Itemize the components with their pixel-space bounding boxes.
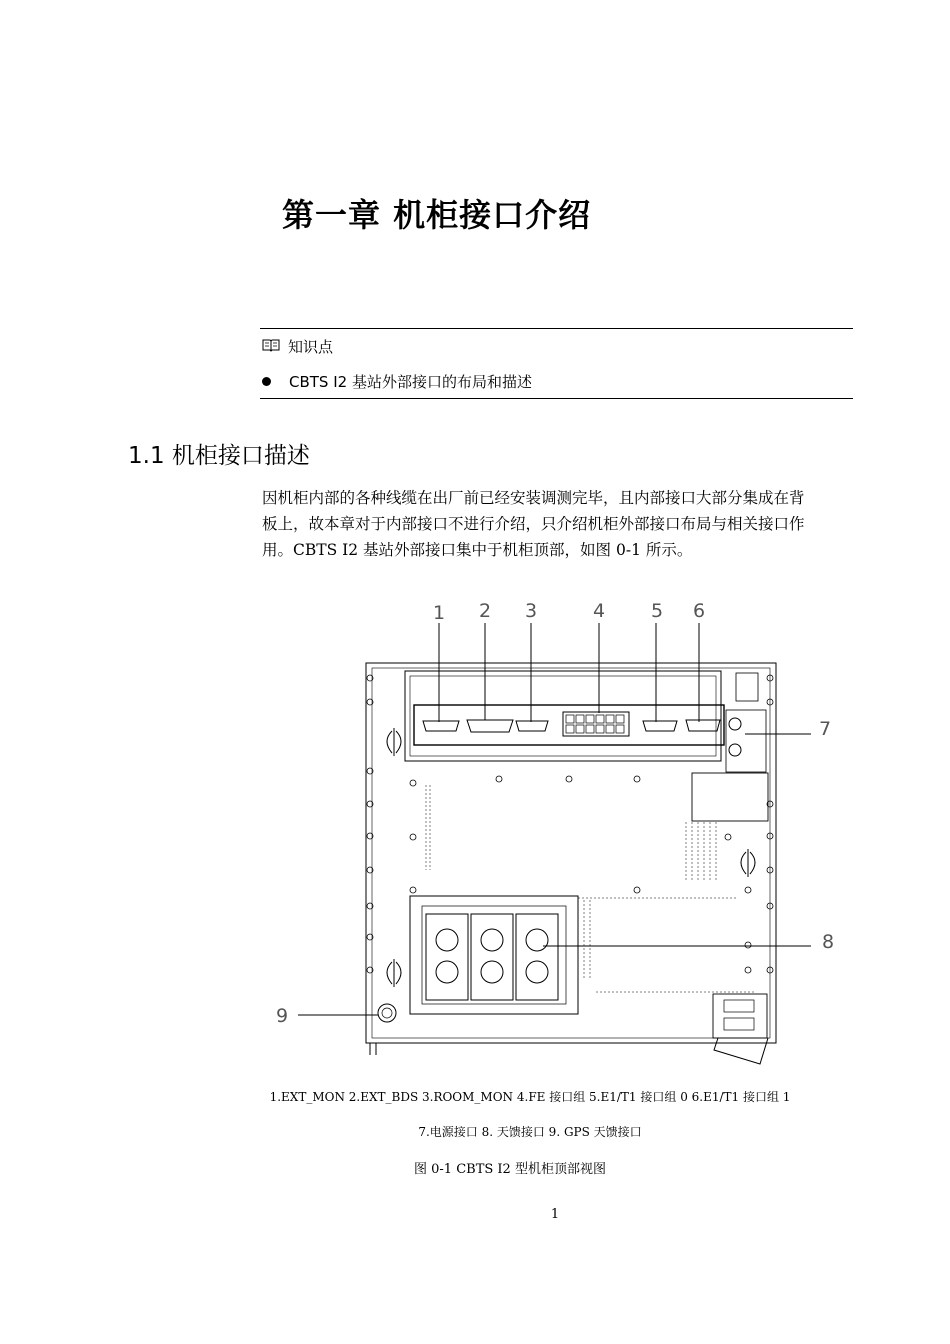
callout-label: 4 (593, 600, 606, 622)
page-number: 1 (550, 1207, 560, 1222)
paragraph-line: 板上，故本章对于内部接口不进行介绍，只介绍机柜外部接口布局与相关接口作 (262, 515, 805, 533)
knowledge-points-label: 知识点 (288, 338, 334, 356)
callout-label: 8 (822, 931, 835, 953)
callout-label: 7 (819, 718, 832, 740)
paragraph-line: 因机柜内部的各种线缆在出厂前已经安装调测完毕，且内部接口大部分集成在背 (262, 489, 805, 507)
section-title: 1.1 机柜接口描述 (128, 443, 310, 469)
callout-label: 2 (479, 600, 492, 622)
callout-label: 3 (525, 600, 538, 622)
callout-label: 5 (651, 600, 664, 622)
chapter-title: 第一章 机柜接口介绍 (282, 196, 592, 234)
callout-label: 1 (433, 602, 446, 624)
figure-title: 图 0-1 CBTS I2 型机柜顶部视图 (414, 1162, 606, 1177)
figure-legend-line-2: 7.电源接口 8. 天馈接口 9. GPS 天馈接口 (418, 1125, 642, 1139)
knowledge-point-text: CBTS I2 基站外部接口的布局和描述 (289, 373, 532, 391)
gps-connector (378, 1004, 396, 1022)
callout-label: 6 (693, 600, 706, 622)
callout-label: 9 (276, 1005, 289, 1027)
paragraph-line: 用。CBTS I2 基站外部接口集中于机柜顶部，如图 0-1 所示。 (262, 541, 693, 559)
figure-legend-line-1: 1.EXT_MON 2.EXT_BDS 3.ROOM_MON 4.FE 接口组 5.E1/T1 接口组 0 6.E1/T1 接口组 1 (269, 1090, 791, 1104)
db-connectors (423, 720, 720, 732)
